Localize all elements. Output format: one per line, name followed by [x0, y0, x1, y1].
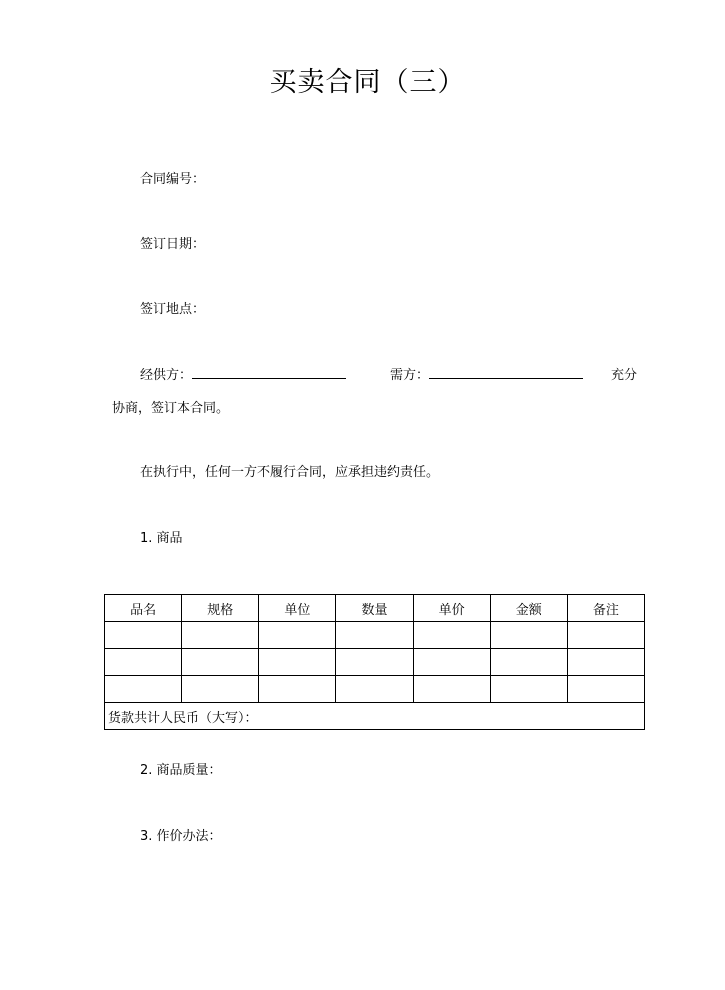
buyer-line: [390, 364, 583, 383]
table-cell[interactable]: [336, 676, 413, 703]
table-cell[interactable]: [413, 649, 490, 676]
table-cell[interactable]: [259, 622, 336, 649]
table-cell[interactable]: [105, 649, 182, 676]
table-row: [105, 676, 645, 703]
table-cell[interactable]: [182, 622, 259, 649]
table-row: [105, 649, 645, 676]
table-cell[interactable]: [490, 676, 567, 703]
header-cell: 规格: [182, 595, 259, 622]
supplier-label: 经供方：: [140, 368, 193, 383]
table-cell[interactable]: [567, 649, 644, 676]
contract-number-label: 合同编号：: [140, 172, 206, 187]
table-cell[interactable]: [567, 676, 644, 703]
parties-line: [140, 364, 346, 383]
sign-place-label: 签订地点：: [140, 302, 206, 317]
table-cell[interactable]: [259, 676, 336, 703]
header-cell: 品名: [105, 595, 182, 622]
table-row: [105, 622, 645, 649]
table-cell[interactable]: [413, 622, 490, 649]
table-cell[interactable]: [105, 622, 182, 649]
sign-date-label: 签订日期：: [140, 237, 206, 252]
table-cell[interactable]: [182, 649, 259, 676]
table-cell[interactable]: [567, 622, 644, 649]
table-cell[interactable]: [336, 622, 413, 649]
table-cell[interactable]: [413, 676, 490, 703]
breach-clause: 在执行中，任何一方不履行合同，应承担违约责任。: [140, 465, 440, 480]
header-cell: 数量: [336, 595, 413, 622]
header-cell: 备注: [567, 595, 644, 622]
total-amount-label[interactable]: 货款共计人民币（大写）：: [105, 703, 645, 730]
buyer-label: 需方：: [390, 368, 430, 383]
header-cell: 金额: [490, 595, 567, 622]
table-cell[interactable]: [490, 622, 567, 649]
table-total-row: [105, 703, 645, 730]
section-1-heading: 1. 商品: [140, 531, 183, 546]
table-cell[interactable]: [336, 649, 413, 676]
table-cell[interactable]: [182, 676, 259, 703]
table-cell[interactable]: [259, 649, 336, 676]
parties-continuation: 协商，签订本合同。: [112, 401, 230, 416]
parties-suffix: 充分: [611, 368, 638, 383]
section-3-heading: 3. 作价办法：: [140, 829, 222, 844]
goods-table: [104, 594, 645, 730]
header-cell: 单价: [413, 595, 490, 622]
table-header-row: [105, 595, 645, 622]
table-cell[interactable]: [105, 676, 182, 703]
buyer-blank[interactable]: [429, 364, 583, 379]
supplier-blank[interactable]: [192, 364, 346, 379]
section-2-heading: 2. 商品质量：: [140, 763, 222, 778]
document-title: 买卖合同（三）: [269, 67, 466, 98]
header-cell: 单位: [259, 595, 336, 622]
table-cell[interactable]: [490, 649, 567, 676]
